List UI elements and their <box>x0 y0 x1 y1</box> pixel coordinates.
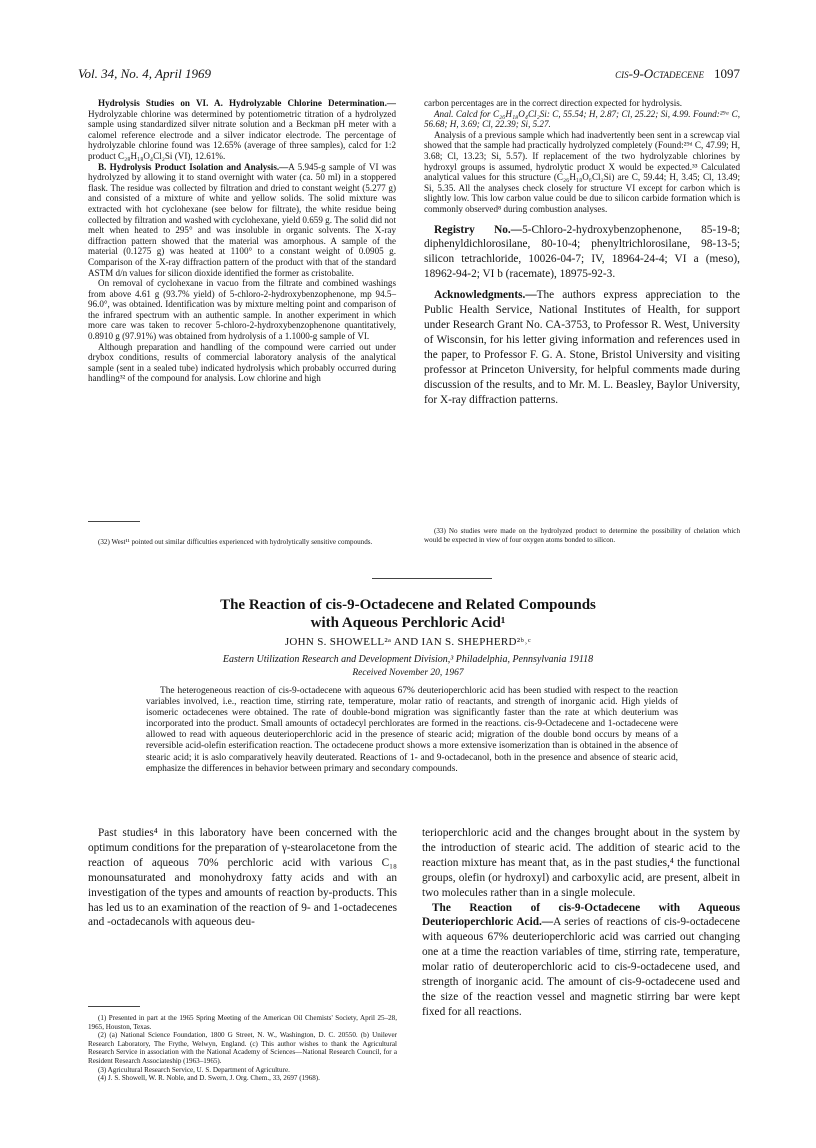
paragraph: On removal of cyclohexane in vacuo from the filtrate and combined washings from above 4.61 g (93.7% yield) of 5-chloro-2-hydroxybenzophenone, mp 94.5–96.0°, was obtained. Identification was by mixture melting point and comparison of the infrared spectrum with an authentic sample. In another experiment in which more care was taken to recover 5-chloro-2-hydroxybenzophenone quantitatively, 0.8910 g (97.91%) was obtained from hydrolysis of a 1.1000-g sample of VI. <box>88 278 396 342</box>
paragraph <box>422 901 740 1020</box>
footnote-rule <box>88 1006 140 1007</box>
paragraph-text: 5-Chloro-2-hydroxybenzophenone, 85-19-8; diphenyldichlorosilane, 80-10-4; phenyltrichlorosilane, 98-13-5; silicon tetrachloride, 10026-04-7; IV, 18964-24-4; VI a (meso), 18962-94-2; VI b (racemate), 18975-92-3. <box>424 223 740 281</box>
footnote: (2) (a) National Science Foundation, 1800 G Street, N. W., Washington, D. C. 20550. (b) Unilever Research Laboratory, The Frythe, Welwyn, England. (c) This author wishes to thank the Agricultural Research Service in association with the National Academy of Sciences—National Research Council, for a Resident Research Associateship (1963–1965). <box>88 1031 397 1065</box>
paragraph <box>424 223 740 283</box>
paragraph-text: Hydrolyzable chlorine was determined by potentiometric titration of a hydrolyzed sample using standardized silver nitrate solution and a Beckman pH meter with a calomel reference electrode and a silver indicator electrode. The percentage of hydrolyzable chlorine found was 12.65% (average of three samples), calcd for 1:2 product C₂₈H₁₈O₄Cl₂Si (VI), 12.61%. <box>88 108 396 161</box>
run-in-heading: Registry No.— <box>434 223 523 236</box>
running-header <box>615 66 740 82</box>
footnote: (1) Presented in part at the 1965 Spring Meeting of the American Oil Chemists' Society, April 25–28, 1965, Houston, Texas. <box>88 1014 397 1031</box>
journal-citation: Vol. 34, No. 4, April 1969 <box>78 66 212 81</box>
footnote-32 <box>88 538 396 547</box>
article-divider <box>372 578 492 579</box>
paragraph <box>424 288 740 407</box>
paragraph-text: A 5.945-g sample of VI was hydrolyzed by allowing it to stand overnight with water (ca. 50 ml) in a stoppered flask. The residue was collected by filtration and dried to constant weight (5.277 g) and consisted of a mixture of white and yellow solids. The solid mixture was extracted with hot cyclohexane (see below for filtrate), the white residue being collected by filtration and washed with cyclohexane, yield 0.659 g. The solid did not melt when heated to 295° and was insoluble in organic solvents. The X-ray diffraction pattern showed that the material was amorphous. A sample of the material (0.1275 g) was heated at 1100° to a constant weight of 0.0905 g. Comparison of the X-ray diffraction pattern of the product with that of the standard ASTM d/n values for silicon dioxide identified the former as cristobalite. <box>88 161 396 278</box>
top-left-column <box>88 98 396 384</box>
title-line: The Reaction of cis-9-Octadecene and Related Compounds <box>220 597 596 613</box>
article-footnotes <box>88 1014 397 1083</box>
footnote-text: (33) No studies were made on the hydrolyzed product to determine the possibility of chelation which would be expected in view of four oxygen atoms bonded to silicon. <box>424 527 740 544</box>
paragraph: Past studies⁴ in this laboratory have been concerned with the optimum conditions for the preparation of γ-stearolacetone from the reaction of aqueous 70% perchloric acid with various C₁₈ monounsaturated and monohydroxy fatty acids and with an investigation of the types and amounts of reaction by-products. This has led us to an examination of the reaction of 9- and 1-octadecenes and -octadecanols with aqueous deu- <box>88 827 397 929</box>
paragraph <box>88 98 396 162</box>
paragraph: terioperchloric acid and the changes brought about in the system by the introduction of stearic acid. The addition of stearic acid to the reaction mixture has meant that, as in the past studies,⁴ the functional groups, olefin (or hydroxyl) and carboxylic acid, are present, albeit in two molecules rather than in a single molecule. <box>422 827 740 899</box>
section-heading: The Reaction of cis-9-Octadecene with Aqueous Deuterioperchloric Acid.— <box>422 901 740 929</box>
paragraph-text: A series of reactions of cis-9-octadecene with aqueous 67% deuterioperchloric acid was carried out changing one at a time the reaction variables of time, stirring rate, temperature, molar ratio of deuteroperchloric acid to cis-9-octadecene used, and strength of inorganic acid. The amount of cis-9-octadecene used and the size of the reaction vessel and magnetic stirring bar were kept fixed for all reactions. <box>422 916 740 1018</box>
paragraph: Analysis of a previous sample which had inadvertently been sent in a screwcap vial showed that the sample had practically hydrolyzed completely (Found:²⁹ᵈ C, 47.99; H, 3.68; Cl, 13.23; Si, 5.57). If replacement of the two hydrolyzable chlorines by hydroxyl groups is assumed, hydrolytic product X would be expected.³³ Calculated analytical values for this structure (C₂₆H₁₈O₆Cl₂Si) are C, 59.44; H, 3.45; Cl, 13.49; Si, 5.35. All the analyses check closely for structure VI except for carbon which is slightly low. This low carbon value could be due to silicon carbide formation which is commonly observed⁸ during combustion analyses. <box>424 129 740 214</box>
affiliation: Eastern Utilization Research and Development Division,³ Philadelphia, Pennsylvania 19118 <box>222 654 594 665</box>
run-in-heading: B. Hydrolysis Product Isolation and Analysis.— <box>98 161 289 172</box>
running-title: cis-9-Octadecene <box>615 66 704 81</box>
page-number: 1097 <box>714 66 740 81</box>
paragraph <box>88 162 396 279</box>
footnote: (4) J. S. Showell, W. R. Noble, and D. Swern, J. Org. Chem., 33, 2697 (1968). <box>98 1074 320 1083</box>
footnote-rule <box>88 521 140 522</box>
run-in-heading: Acknowledgments.— <box>434 289 537 302</box>
run-in-heading: Hydrolysis Studies on VI. A. Hydrolyzable Chlorine Determination.— <box>98 98 396 108</box>
footnote-33 <box>424 527 740 544</box>
paragraph: Although preparation and handling of the compound were carried out under drybox conditions, results of commercial laboratory analysis of the analytical sample (sent in a sealed tube) indicated hydrolysis which probably occurred during handling³² of the compound for analysis. Low chlorine and high <box>88 341 396 384</box>
abstract: The heterogeneous reaction of cis-9-octadecene with aqueous 67% deuterioperchloric acid has been studied with respect to the reaction variables involved, i.e., reaction time, stirring rate, temperature, molar ratio of reactants, and strength of inorganic acid. High yields of isomeric octadecenes were obtained. The rate of double-bond migration was significantly faster than the rate at which deuterium was incorporated into the product. Small amounts of octadecyl perchlorates are formed in the reactions. cis-9-Octadecene and 1-octadecene were allowed to read with aqueous deuterioperchloric acid in the presence of stearic acid; migration of the double bond occurs by means of a reversible acid-olefin esterification reaction. The octadecene product shows a more extensive isomerization than is obtained in the absence of stearic acid; it is aslo comparatively heavily deuterated. Reactions of 1- and 9-octadecanol, both in the presence and absence of stearic acid, emphasize the differences in behavior between primary and secondary compounds. <box>146 686 678 774</box>
author-list: JOHN S. SHOWELL²ᵃ AND IAN S. SHEPHERD²ᵇ˒ᶜ <box>284 636 532 648</box>
footnote-text: (32) West¹¹ pointed out similar difficulties experienced with hydrolytically sensitive compounds. <box>98 538 373 546</box>
title-line: with Aqueous Perchloric Acid¹ <box>310 615 506 631</box>
paragraph-text: The authors express appreciation to the Public Health Service, National Institutes of Health, for support under Research Grant No. CA-3753, to Professor R. West, University of Wisconsin, for his letter giving information and references used in the paper, to Professor F. G. A. Stone, Bristol University and visiting professor at Princeton University, for helpful comments made during discussion of the results, and to Mr. M. L. Beasley, Baylor University, for X-ray diffraction patterns. <box>424 289 740 406</box>
registry-section <box>424 223 740 408</box>
top-right-column <box>424 98 740 407</box>
body-right-column <box>422 826 740 1020</box>
article-title <box>90 596 726 632</box>
analysis-paragraph: Anal. Calcd for C₂₆H₁₈O₄Cl₂Si: C, 55.54; H, 2.87; Cl, 25.22; Si, 4.99. Found:²⁹ᵃ C, 56.68; H, 3.69; Cl, 22.39; Si, 5.27. <box>424 108 740 130</box>
body-left-column <box>88 826 397 930</box>
paragraph: carbon percentages are in the correct direction expected for hydrolysis. <box>424 98 683 108</box>
received-date: Received November 20, 1967 <box>352 668 464 678</box>
footnote: (3) Agricultural Research Service, U. S. Department of Agriculture. <box>98 1065 290 1074</box>
